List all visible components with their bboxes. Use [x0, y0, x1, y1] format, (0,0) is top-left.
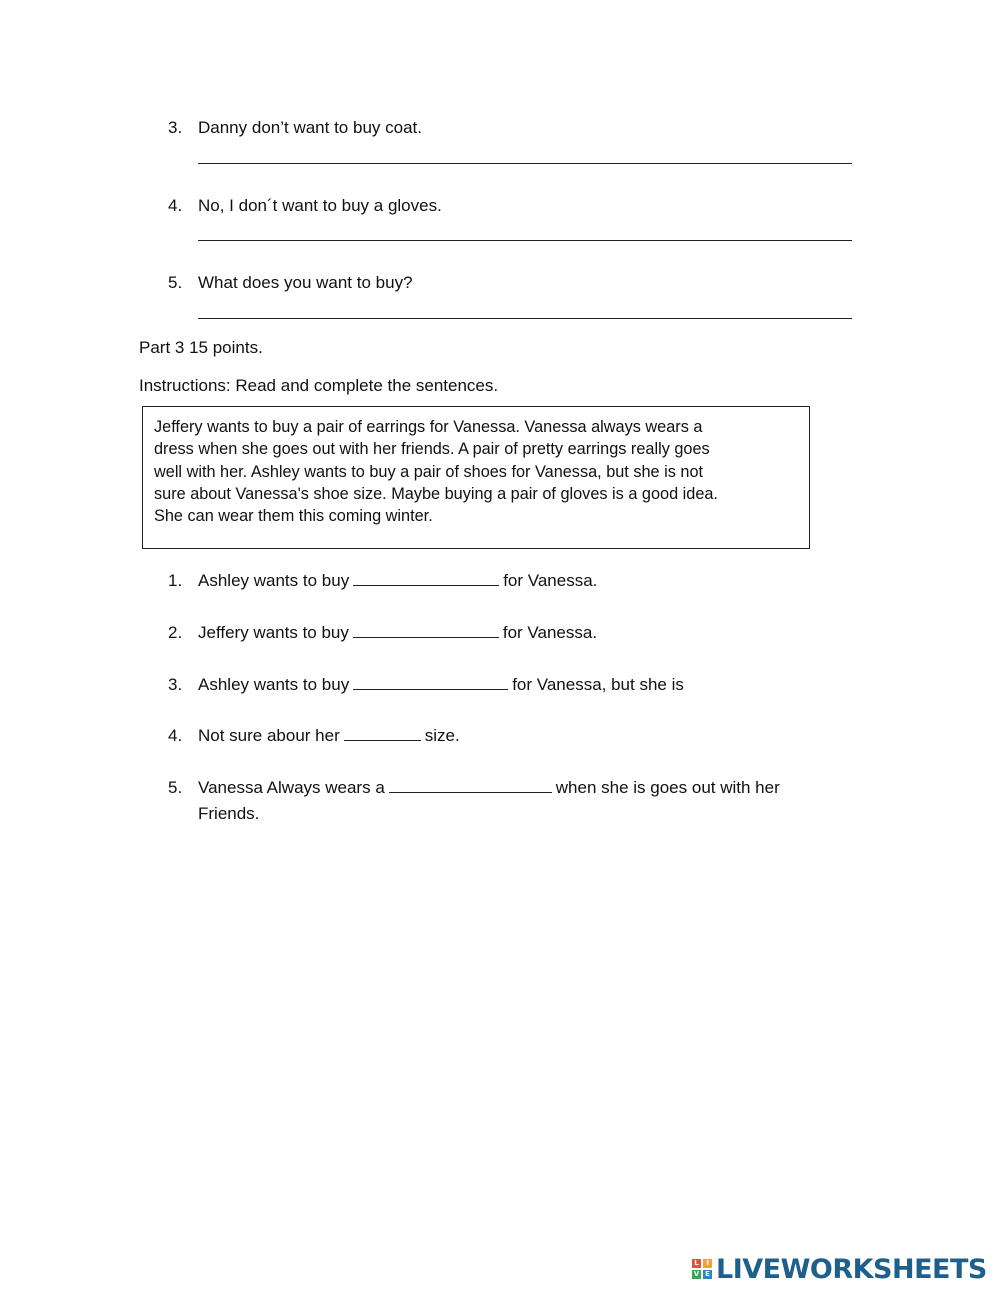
part3-heading: Part 3 15 points.	[139, 338, 263, 357]
answer-line-3[interactable]	[198, 163, 852, 164]
item-number: 3.	[168, 118, 183, 137]
part2-item-5	[0, 270, 1000, 296]
item-number: 5.	[168, 273, 183, 292]
logo-letter: V	[693, 1270, 700, 1278]
logo-mark-icon	[692, 1259, 712, 1279]
sentence-start: Not sure abour her	[198, 726, 340, 745]
logo-letter: L	[692, 1259, 701, 1268]
item-number: 5.	[168, 778, 183, 797]
passage-line: Jeffery wants to buy a pair of earrings for Vanessa. Vanessa always wears a	[154, 418, 703, 436]
sentence-start: Ashley wants to buy	[198, 675, 350, 694]
sentence-start: Jeffery wants to buy	[198, 623, 349, 642]
item-number: 1.	[168, 571, 183, 590]
liveworksheets-logo	[692, 1252, 987, 1286]
sentence-start: Ashley wants to buy	[198, 571, 350, 590]
item-sentence: Danny don’t want to buy coat.	[198, 118, 422, 137]
item-number: 3.	[168, 675, 183, 694]
item-number: 4.	[168, 726, 183, 745]
sentence-end: size.	[424, 726, 460, 745]
item-number: 4.	[168, 196, 183, 215]
passage-line: dress when she goes out with her friends. A pair of pretty earrings really goes	[154, 440, 710, 459]
reading-passage	[142, 406, 810, 549]
item-number: 2.	[168, 623, 183, 642]
logo-letter: I	[703, 1259, 712, 1268]
logo-text: LIVEWORKSHEETS	[716, 1253, 987, 1285]
answer-blank-1[interactable]	[353, 570, 499, 586]
sentence-end: when she is goes out with her	[555, 778, 780, 797]
answer-line-5[interactable]	[198, 318, 852, 319]
passage-line: sure about Vanessa's shoe size. Maybe buying a pair of gloves is a good idea.	[154, 484, 718, 503]
answer-blank-2[interactable]	[353, 622, 499, 638]
part2-item-3	[0, 115, 1000, 141]
sentence-end: for Vanessa, but she is	[512, 675, 684, 694]
logo-letter: E	[703, 1270, 712, 1279]
passage-line: She can wear them this coming winter.	[154, 507, 433, 526]
item-sentence: What does you want to buy?	[198, 273, 413, 292]
item-sentence: No, I don´t want to buy a gloves.	[198, 196, 442, 215]
passage-line: well with her. Ashley wants to buy a pair of shoes for Vanessa, but she is not	[154, 462, 704, 481]
answer-blank-4[interactable]	[344, 725, 421, 741]
part3-instructions: Instructions: Read and complete the sentences.	[139, 376, 499, 395]
answer-blank-5[interactable]	[389, 777, 552, 793]
part2-item-4	[0, 193, 1000, 219]
sentence-end: for Vanessa.	[502, 623, 598, 642]
answer-blank-3[interactable]	[353, 674, 508, 690]
sentence-start: Vanessa Always wears a	[198, 778, 385, 797]
answer-line-4[interactable]	[198, 240, 852, 241]
sentence-continuation: Friends.	[198, 804, 260, 823]
sentence-end: for Vanessa.	[503, 571, 598, 590]
